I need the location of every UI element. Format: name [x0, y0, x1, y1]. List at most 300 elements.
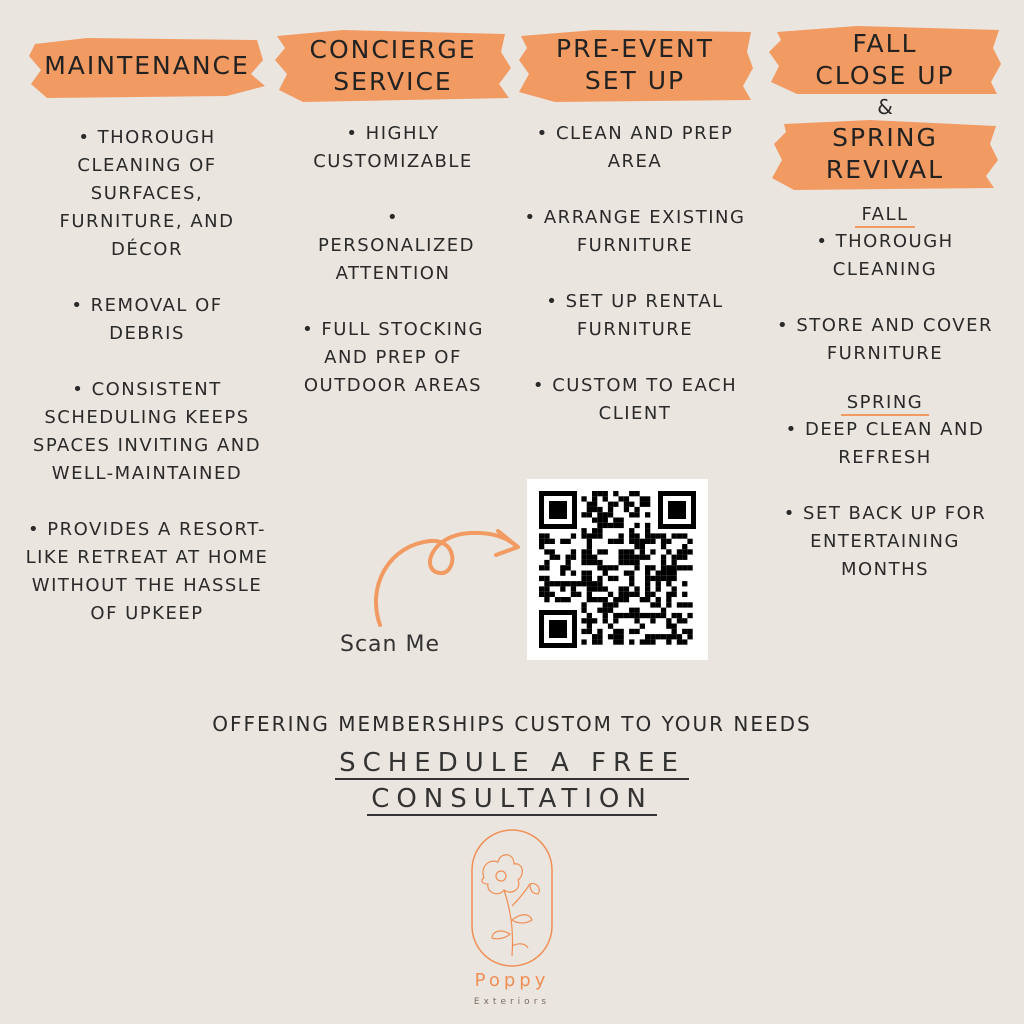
qr-module	[634, 544, 639, 549]
qr-module	[581, 639, 586, 644]
qr-module	[645, 496, 650, 501]
qr-module	[629, 502, 634, 507]
qr-module	[624, 592, 629, 597]
qr-module	[539, 586, 544, 591]
list-item: • ARRANGE EXISTING FURNITURE	[524, 207, 746, 256]
qr-code-icon	[527, 479, 708, 660]
qr-module	[666, 571, 671, 576]
qr-module	[555, 555, 560, 560]
heading-line: CONCIERGE	[309, 35, 477, 64]
qr-module	[629, 592, 634, 597]
qr-module	[619, 586, 624, 591]
qr-module	[539, 592, 544, 597]
qr-module	[666, 639, 671, 644]
qr-module	[544, 565, 549, 570]
qr-module	[619, 523, 624, 528]
qr-module	[544, 592, 549, 597]
qr-module	[613, 502, 618, 507]
qr-module	[608, 539, 613, 544]
heading-brush-fall	[767, 22, 1003, 98]
list-item: • REMOVAL OF DEBRIS	[71, 295, 223, 344]
qr-module	[650, 533, 655, 538]
qr-module	[571, 533, 576, 538]
qr-module	[592, 502, 597, 507]
qr-module	[634, 523, 639, 528]
qr-module	[661, 576, 666, 581]
heading-line: SERVICE	[333, 67, 453, 96]
qr-module	[597, 507, 602, 512]
list-item: • CLEAN AND PREP AREA	[536, 123, 734, 172]
qr-module	[650, 634, 655, 639]
qr-module	[672, 592, 677, 597]
qr-module	[682, 581, 687, 586]
list-item: • DEEP CLEAN AND REFRESH	[785, 419, 985, 468]
qr-module	[677, 634, 682, 639]
qr-module	[550, 592, 555, 597]
qr-module	[550, 555, 555, 560]
qr-module	[677, 565, 682, 570]
qr-module	[629, 491, 634, 496]
qr-module	[661, 560, 666, 565]
qr-module	[597, 581, 602, 586]
qr-module	[672, 533, 677, 538]
qr-module	[603, 565, 608, 570]
qr-module	[677, 618, 682, 623]
qr-module	[560, 571, 565, 576]
qr-module	[629, 533, 634, 538]
qr-module	[592, 597, 597, 602]
qr-module	[603, 602, 608, 607]
qr-module	[624, 502, 629, 507]
qr-module	[640, 597, 645, 602]
qr-module	[613, 518, 618, 523]
qr-module	[592, 634, 597, 639]
qr-module	[587, 576, 592, 581]
heading-maintenance: MAINTENANCE	[44, 51, 250, 80]
qr-module	[687, 539, 692, 544]
qr-module	[613, 597, 618, 602]
heading-line: CLOSE UP	[815, 61, 955, 90]
qr-module	[634, 613, 639, 618]
qr-module	[544, 586, 549, 591]
qr-module	[650, 539, 655, 544]
qr-module	[619, 549, 624, 554]
qr-module	[634, 592, 639, 597]
qr-module	[629, 571, 634, 576]
qr-module	[656, 576, 661, 581]
qr-module	[603, 518, 608, 523]
qr-module	[581, 576, 586, 581]
qr-module	[624, 613, 629, 618]
qr-module	[645, 613, 650, 618]
qr-module	[592, 586, 597, 591]
qr-module	[581, 571, 586, 576]
qr-module	[597, 512, 602, 517]
qr-module	[560, 581, 565, 586]
qr-module	[608, 624, 613, 629]
qr-module	[539, 544, 544, 549]
qr-module	[645, 555, 650, 560]
qr-module	[619, 496, 624, 501]
qr-module	[619, 560, 624, 565]
qr-module	[687, 613, 692, 618]
qr-module	[587, 507, 592, 512]
qr-module	[634, 533, 639, 538]
qr-module	[613, 634, 618, 639]
qr-module	[629, 512, 634, 517]
qr-module	[656, 634, 661, 639]
qr-module	[560, 565, 565, 570]
qr-module	[592, 507, 597, 512]
qr-module	[645, 565, 650, 570]
qr-module	[687, 549, 692, 554]
qr-module	[645, 581, 650, 586]
qr-module	[587, 555, 592, 560]
qr-module	[581, 602, 586, 607]
heading-line: SET UP	[584, 66, 686, 95]
qr-module	[634, 560, 639, 565]
qr-module	[603, 491, 608, 496]
qr-module	[608, 602, 613, 607]
list-item: • SET UP RENTAL FURNITURE	[546, 291, 724, 340]
qr-module	[682, 544, 687, 549]
qr-module	[560, 597, 565, 602]
qr-module	[587, 512, 592, 517]
qr-module	[581, 533, 586, 538]
qr-module	[592, 560, 597, 565]
qr-module	[597, 634, 602, 639]
qr-module	[587, 624, 592, 629]
fall-label: FALL	[855, 204, 914, 228]
qr-module	[672, 565, 677, 570]
qr-module	[613, 613, 618, 618]
qr-module	[619, 555, 624, 560]
qr-module	[661, 634, 666, 639]
column-concierge-service	[268, 0, 518, 428]
qr-module	[608, 523, 613, 528]
qr-module	[603, 496, 608, 501]
qr-module	[634, 608, 639, 613]
qr-module	[581, 608, 586, 613]
qr-module	[587, 592, 592, 597]
qr-module	[603, 613, 608, 618]
qr-module	[645, 576, 650, 581]
qr-module	[629, 560, 634, 565]
spring-label: SPRING	[841, 392, 930, 416]
qr-module	[608, 502, 613, 507]
qr-module	[619, 533, 624, 538]
qr-module	[666, 576, 671, 581]
qr-module	[587, 533, 592, 538]
qr-module	[544, 539, 549, 544]
heading-line: PRE-EVENT	[556, 34, 714, 63]
qr-module	[560, 586, 565, 591]
qr-module	[592, 533, 597, 538]
qr-module	[581, 549, 586, 554]
qr-module	[629, 613, 634, 618]
qr-module	[581, 496, 586, 501]
cta-line: SCHEDULE A FREE	[335, 748, 689, 780]
qr-module	[592, 491, 597, 496]
qr-module	[629, 555, 634, 560]
qr-module	[613, 639, 618, 644]
list-item: • CUSTOM TO EACH CLIENT	[532, 375, 738, 424]
qr-module	[677, 549, 682, 554]
heading-brush-maintenance	[27, 30, 267, 102]
qr-module	[666, 539, 671, 544]
heading-concierge-service	[310, 34, 477, 98]
qr-module	[613, 565, 618, 570]
qr-module	[587, 539, 592, 544]
qr-module	[656, 581, 661, 586]
qr-module	[672, 634, 677, 639]
qr-module	[666, 602, 671, 607]
qr-module	[608, 507, 613, 512]
qr-module	[634, 565, 639, 570]
qr-module	[629, 608, 634, 613]
qr-module	[619, 613, 624, 618]
qr-module	[661, 608, 666, 613]
qr-module	[650, 618, 655, 623]
qr-module	[629, 629, 634, 634]
qr-module	[661, 565, 666, 570]
qr-module	[597, 608, 602, 613]
qr-module	[624, 549, 629, 554]
qr-module	[687, 629, 692, 634]
qr-module	[640, 502, 645, 507]
qr-module	[629, 539, 634, 544]
qr-module	[645, 533, 650, 538]
qr-module	[603, 586, 608, 591]
qr-module	[640, 613, 645, 618]
qr-module	[645, 634, 650, 639]
qr-module	[624, 555, 629, 560]
list-item: • STORE AND COVER FURNITURE	[776, 315, 993, 364]
qr-code[interactable]	[527, 479, 708, 660]
schedule-consultation-link[interactable]	[312, 748, 712, 820]
qr-module	[661, 571, 666, 576]
qr-module	[603, 512, 608, 517]
qr-module	[640, 624, 645, 629]
qr-module	[650, 576, 655, 581]
qr-module	[587, 502, 592, 507]
qr-module	[677, 555, 682, 560]
qr-module	[650, 639, 655, 644]
qr-module	[550, 581, 555, 586]
qr-module	[677, 602, 682, 607]
qr-module	[597, 560, 602, 565]
poppy-flower-logo-icon	[470, 828, 554, 968]
qr-module	[672, 586, 677, 591]
qr-module	[687, 565, 692, 570]
qr-module	[666, 624, 671, 629]
qr-module	[571, 586, 576, 591]
qr-module	[603, 523, 608, 528]
qr-module	[597, 597, 602, 602]
qr-module	[592, 639, 597, 644]
qr-module	[581, 560, 586, 565]
qr-module	[624, 597, 629, 602]
qr-module	[666, 549, 671, 554]
qr-module	[603, 597, 608, 602]
qr-module	[634, 491, 639, 496]
qr-module	[571, 549, 576, 554]
qr-module	[603, 571, 608, 576]
qr-module	[645, 539, 650, 544]
qr-module	[571, 571, 576, 576]
qr-module	[613, 618, 618, 623]
heading-spring-revival	[826, 122, 944, 186]
qr-module	[629, 576, 634, 581]
qr-module	[640, 496, 645, 501]
column-maintenance	[22, 0, 272, 656]
brand-name: Poppy	[474, 970, 550, 991]
qr-module	[544, 549, 549, 554]
qr-module	[587, 581, 592, 586]
qr-module	[650, 592, 655, 597]
qr-module	[587, 571, 592, 576]
heading-brush-concierge	[273, 26, 513, 106]
qr-module	[677, 613, 682, 618]
qr-module	[645, 597, 650, 602]
qr-module	[629, 639, 634, 644]
qr-module	[640, 639, 645, 644]
qr-module	[587, 549, 592, 554]
qr-module	[597, 629, 602, 634]
qr-module	[581, 555, 586, 560]
qr-module	[587, 544, 592, 549]
qr-module	[566, 560, 571, 565]
qr-module	[587, 613, 592, 618]
qr-module	[544, 581, 549, 586]
qr-module	[555, 597, 560, 602]
list-item: • THOROUGH CLEANING OF SURFACES, FURNITURE, AND DÉCOR	[59, 127, 235, 260]
qr-module	[597, 549, 602, 554]
qr-module	[656, 586, 661, 591]
qr-module	[640, 549, 645, 554]
qr-module	[682, 629, 687, 634]
qr-module	[645, 512, 650, 517]
heading-pre-event	[556, 33, 714, 97]
column-fall-spring	[760, 0, 1010, 612]
qr-module	[613, 576, 618, 581]
qr-module	[661, 555, 666, 560]
qr-module	[576, 592, 581, 597]
qr-module	[666, 581, 671, 586]
qr-module	[640, 539, 645, 544]
qr-module	[587, 586, 592, 591]
qr-module	[592, 518, 597, 523]
qr-module	[682, 602, 687, 607]
qr-module	[634, 507, 639, 512]
qr-module	[640, 555, 645, 560]
curly-arrow-icon	[360, 515, 530, 630]
qr-module	[672, 571, 677, 576]
qr-module	[619, 518, 624, 523]
qr-module	[634, 629, 639, 634]
qr-module	[581, 581, 586, 586]
list-item: • SET BACK UP FOR ENTERTAINING MONTHS	[783, 503, 987, 580]
qr-module	[597, 528, 602, 533]
qr-module	[687, 602, 692, 607]
qr-module	[650, 602, 655, 607]
qr-module	[566, 597, 571, 602]
list-item: • HIGHLY CUSTOMIZABLE	[313, 123, 473, 172]
qr-module	[608, 565, 613, 570]
qr-module	[624, 507, 629, 512]
qr-module	[544, 576, 549, 581]
qr-module	[597, 576, 602, 581]
qr-module	[634, 555, 639, 560]
qr-module	[550, 549, 555, 554]
qr-module	[619, 629, 624, 634]
qr-module	[566, 565, 571, 570]
qr-module	[672, 629, 677, 634]
qr-module	[682, 533, 687, 538]
qr-module	[603, 549, 608, 554]
qr-module	[587, 629, 592, 634]
qr-module	[656, 571, 661, 576]
qr-module	[619, 592, 624, 597]
qr-module	[634, 512, 639, 517]
qr-module	[634, 539, 639, 544]
qr-module	[656, 597, 661, 602]
qr-module	[650, 549, 655, 554]
qr-module	[645, 592, 650, 597]
list-item: • CONSISTENT SCHEDULING KEEPS SPACES INVITING AND WELL-MAINTAINED	[32, 379, 262, 484]
qr-module	[544, 597, 549, 602]
qr-module	[624, 560, 629, 565]
qr-module	[682, 639, 687, 644]
qr-module	[624, 571, 629, 576]
qr-module	[661, 539, 666, 544]
qr-module	[677, 533, 682, 538]
qr-module	[645, 528, 650, 533]
qr-module	[619, 539, 624, 544]
qr-module	[597, 565, 602, 570]
qr-module	[645, 523, 650, 528]
offer-text: OFFERING MEMBERSHIPS CUSTOM TO YOUR NEEDS	[212, 712, 812, 736]
qr-module	[672, 624, 677, 629]
qr-module	[613, 539, 618, 544]
heading-brush-pre-event	[515, 24, 755, 106]
heading-line: FALL	[852, 29, 918, 58]
qr-module	[608, 634, 613, 639]
qr-module	[629, 549, 634, 554]
qr-module	[656, 533, 661, 538]
qr-module	[682, 555, 687, 560]
qr-module	[597, 491, 602, 496]
qr-module	[666, 634, 671, 639]
qr-module	[603, 618, 608, 623]
qr-module	[608, 512, 613, 517]
qr-module	[629, 581, 634, 586]
cta-line: CONSULTATION	[367, 784, 657, 816]
qr-module	[592, 528, 597, 533]
qr-module	[544, 560, 549, 565]
qr-module	[539, 539, 544, 544]
qr-module	[597, 518, 602, 523]
qr-module	[613, 629, 618, 634]
qr-module	[581, 629, 586, 634]
qr-module	[539, 565, 544, 570]
heading-line: SPRING	[832, 123, 938, 152]
qr-module	[608, 592, 613, 597]
qr-module	[682, 618, 687, 623]
list-item: • FULL STOCKING AND PREP OF OUTDOOR AREAS	[302, 319, 484, 396]
qr-module	[571, 581, 576, 586]
list-item: • PROVIDES A RESORT-LIKE RETREAT AT HOME WITHOUT THE HASSLE OF UPKEEP	[25, 519, 269, 624]
